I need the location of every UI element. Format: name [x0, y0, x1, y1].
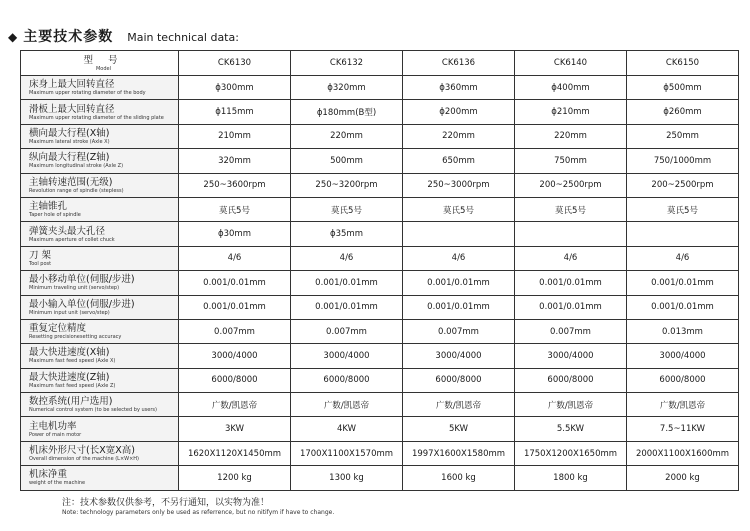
value-cell: ϕ210mm	[515, 100, 627, 124]
table-row	[21, 271, 739, 295]
value-cell: 0.001/0.01mm	[515, 295, 627, 319]
row-label-en: Revolution range of spindle (stepless)	[29, 187, 124, 194]
row-label-cell	[21, 319, 179, 343]
table-row	[21, 222, 739, 246]
row-label-cell	[21, 344, 179, 368]
value-cell: ϕ115mm	[179, 100, 291, 124]
value-cell: 3000/4000	[291, 344, 403, 368]
value-cell: ϕ30mm	[179, 222, 291, 246]
table-row	[21, 246, 739, 270]
value-cell: 250~3000rpm	[403, 173, 515, 197]
value-cell	[515, 222, 627, 246]
row-label-zh: 刀 架	[29, 249, 52, 261]
row-label-cell	[21, 368, 179, 392]
spec-table	[20, 50, 739, 491]
value-cell	[627, 222, 739, 246]
value-cell: 0.001/0.01mm	[291, 271, 403, 295]
row-label-zh: 弹簧夹头最大孔径	[29, 225, 106, 237]
value-cell: 4/6	[627, 246, 739, 270]
value-cell: 广数/凯恩帝	[515, 393, 627, 417]
value-cell: 0.013mm	[627, 319, 739, 343]
model-header: CK6136	[403, 51, 515, 76]
value-cell: 3000/4000	[179, 344, 291, 368]
row-label-zh: 主电机功率	[29, 420, 77, 432]
row-label-cell	[21, 76, 179, 100]
row-label-zh: 重复定位精度	[29, 323, 87, 335]
row-label-cell	[21, 271, 179, 295]
row-label-zh: 最小移动单位(伺服/步进)	[29, 274, 135, 286]
row-label-zh: 床身上最大回转直径	[29, 79, 115, 91]
row-label-cell	[21, 197, 179, 221]
row-label-zh: 最大快进速度(Z轴)	[29, 371, 110, 383]
value-cell: 210mm	[179, 124, 291, 148]
value-cell: 1700X1100X1570mm	[291, 441, 403, 465]
heading-title-en: Main technical data:	[127, 31, 239, 44]
value-cell: 广数/凯恩帝	[627, 393, 739, 417]
diamond-bullet-icon: ◆	[8, 30, 18, 44]
value-cell: 0.007mm	[179, 319, 291, 343]
value-cell: 320mm	[179, 149, 291, 173]
value-cell: 0.001/0.01mm	[403, 271, 515, 295]
row-label-en: Maximum upper rotating diameter of the body	[29, 90, 146, 97]
value-cell: 0.007mm	[291, 319, 403, 343]
value-cell: 3000/4000	[403, 344, 515, 368]
table-row	[21, 295, 739, 319]
value-cell: 广数/凯恩帝	[179, 393, 291, 417]
header-label-en: Model	[95, 65, 111, 72]
value-cell: 5KW	[403, 417, 515, 441]
value-cell: 250~3200rpm	[291, 173, 403, 197]
row-label-en: Taper hole of spindle	[29, 212, 81, 219]
value-cell: 莫氏5号	[291, 197, 403, 221]
value-cell: 7.5~11KW	[627, 417, 739, 441]
row-label-en: Maximum lateral stroke (Axle X)	[29, 138, 110, 145]
value-cell: 1200 kg	[179, 466, 291, 490]
value-cell: 6000/8000	[291, 368, 403, 392]
value-cell: 220mm	[291, 124, 403, 148]
row-label-cell	[21, 417, 179, 441]
value-cell: 1800 kg	[515, 466, 627, 490]
value-cell: 0.007mm	[515, 319, 627, 343]
value-cell: 广数/凯恩帝	[291, 393, 403, 417]
value-cell: 200~2500rpm	[627, 173, 739, 197]
value-cell: 莫氏5号	[179, 197, 291, 221]
value-cell: ϕ180mm(B型)	[291, 100, 403, 124]
row-label-cell	[21, 466, 179, 490]
model-header: CK6150	[627, 51, 739, 76]
row-label-en: Maximum fast feed speed (Axle Z)	[29, 382, 116, 389]
row-label-cell	[21, 124, 179, 148]
row-label-en: Maximum upper rotating diameter of the sliding plate	[29, 114, 164, 121]
table-row	[21, 197, 739, 221]
value-cell: 莫氏5号	[515, 197, 627, 221]
table-row	[21, 441, 739, 465]
row-label-en: Resetting precisionesetting accuracy	[29, 334, 122, 341]
table-row	[21, 368, 739, 392]
value-cell: 1300 kg	[291, 466, 403, 490]
value-cell: 0.001/0.01mm	[291, 295, 403, 319]
value-cell: ϕ320mm	[291, 76, 403, 100]
footnote-zh: 注：技术参数仅供参考，不另行通知，以实物为准！	[62, 498, 270, 508]
header-label-zh: 型 号	[83, 54, 124, 66]
value-cell: ϕ360mm	[403, 76, 515, 100]
heading-title-zh: 主要技术参数	[23, 29, 114, 45]
value-cell: 3000/4000	[627, 344, 739, 368]
row-label-en: Maximum fast feed speed (Axle X)	[29, 358, 116, 365]
row-label-zh: 最小输入单位(伺服/步进)	[29, 298, 135, 310]
table-row	[21, 100, 739, 124]
row-label-cell	[21, 441, 179, 465]
value-cell: 5.5KW	[515, 417, 627, 441]
value-cell: ϕ300mm	[179, 76, 291, 100]
row-label-zh: 机床净重	[29, 469, 68, 481]
value-cell: ϕ200mm	[403, 100, 515, 124]
value-cell: 220mm	[515, 124, 627, 148]
row-label-zh: 主轴锥孔	[29, 201, 68, 213]
value-cell: 750mm	[515, 149, 627, 173]
row-label-cell	[21, 295, 179, 319]
value-cell: 0.001/0.01mm	[179, 295, 291, 319]
value-cell: 4/6	[179, 246, 291, 270]
value-cell: 6000/8000	[403, 368, 515, 392]
model-header: CK6132	[291, 51, 403, 76]
row-label-en: Overall dimension of the machine (L×W×H)	[29, 456, 139, 463]
table-row	[21, 393, 739, 417]
value-cell: 0.007mm	[403, 319, 515, 343]
value-cell: 0.001/0.01mm	[179, 271, 291, 295]
value-cell: 0.001/0.01mm	[515, 271, 627, 295]
value-cell: 250mm	[627, 124, 739, 148]
row-label-en: Numerical control system (to be selected by users)	[29, 407, 157, 414]
value-cell: 1750X1200X1650mm	[515, 441, 627, 465]
row-label-en: Minimum input unit (servo/step)	[29, 309, 110, 316]
row-label-cell	[21, 246, 179, 270]
row-label-zh: 最大快进速度(X轴)	[29, 347, 110, 359]
value-cell: 6000/8000	[515, 368, 627, 392]
value-cell: 2000 kg	[627, 466, 739, 490]
value-cell: ϕ35mm	[291, 222, 403, 246]
model-header: CK6140	[515, 51, 627, 76]
row-label-en: Maximum aperture of collet chuck	[29, 236, 115, 243]
table-row	[21, 76, 739, 100]
model-header: CK6130	[179, 51, 291, 76]
table-row	[21, 124, 739, 148]
row-label-cell	[21, 393, 179, 417]
value-cell: 0.001/0.01mm	[403, 295, 515, 319]
value-cell: ϕ260mm	[627, 100, 739, 124]
footnote	[62, 497, 334, 517]
row-label-zh: 滑板上最大回转直径	[29, 103, 115, 115]
value-cell: 6000/8000	[179, 368, 291, 392]
value-cell: 广数/凯恩帝	[403, 393, 515, 417]
value-cell: 2000X1100X1600mm	[627, 441, 739, 465]
value-cell: 莫氏5号	[403, 197, 515, 221]
value-cell: 4/6	[403, 246, 515, 270]
value-cell: 1997X1600X1580mm	[403, 441, 515, 465]
value-cell	[403, 222, 515, 246]
section-heading	[8, 26, 239, 48]
value-cell: 3000/4000	[515, 344, 627, 368]
value-cell: 200~2500rpm	[515, 173, 627, 197]
value-cell: 6000/8000	[627, 368, 739, 392]
value-cell: 0.001/0.01mm	[627, 295, 739, 319]
row-label-zh: 主轴转速范围(无级)	[29, 176, 113, 188]
row-label-cell	[21, 149, 179, 173]
row-label-en: Tool post	[29, 260, 52, 267]
table-row	[21, 149, 739, 173]
value-cell: 1600 kg	[403, 466, 515, 490]
value-cell: 220mm	[403, 124, 515, 148]
table-row	[21, 417, 739, 441]
value-cell: 1620X1120X1450mm	[179, 441, 291, 465]
footnote-en: Note: technology parameters only be used as referrence, but no nitifym if have to change.	[62, 509, 335, 516]
value-cell: 650mm	[403, 149, 515, 173]
value-cell: 250~3600rpm	[179, 173, 291, 197]
value-cell: 4/6	[291, 246, 403, 270]
row-label-cell	[21, 173, 179, 197]
value-cell: ϕ500mm	[627, 76, 739, 100]
row-label-zh: 数控系统(用户选用)	[29, 396, 113, 408]
table-row	[21, 173, 739, 197]
row-label-en: Power of main motor	[29, 431, 82, 438]
table-row	[21, 466, 739, 490]
value-cell: ϕ400mm	[515, 76, 627, 100]
row-label-zh: 横向最大行程(X轴)	[29, 127, 110, 139]
row-label-zh: 机床外形尺寸(长X宽X高)	[29, 445, 135, 457]
row-label-cell	[21, 100, 179, 124]
row-label-en: Maximum longitudinal stroke (Axle Z)	[29, 163, 124, 170]
value-cell: 750/1000mm	[627, 149, 739, 173]
table-header-row	[21, 51, 739, 76]
row-label-cell	[21, 222, 179, 246]
value-cell: 莫氏5号	[627, 197, 739, 221]
row-label-zh: 纵向最大行程(Z轴)	[29, 152, 110, 164]
header-label-cell	[21, 51, 179, 76]
value-cell: 0.001/0.01mm	[627, 271, 739, 295]
table-row	[21, 319, 739, 343]
value-cell: 4/6	[515, 246, 627, 270]
row-label-en: Minimum traveling unit (servo/step)	[29, 285, 120, 292]
value-cell: 4KW	[291, 417, 403, 441]
value-cell: 500mm	[291, 149, 403, 173]
table-row	[21, 344, 739, 368]
row-label-en: weight of the machine	[29, 480, 86, 487]
value-cell: 3KW	[179, 417, 291, 441]
